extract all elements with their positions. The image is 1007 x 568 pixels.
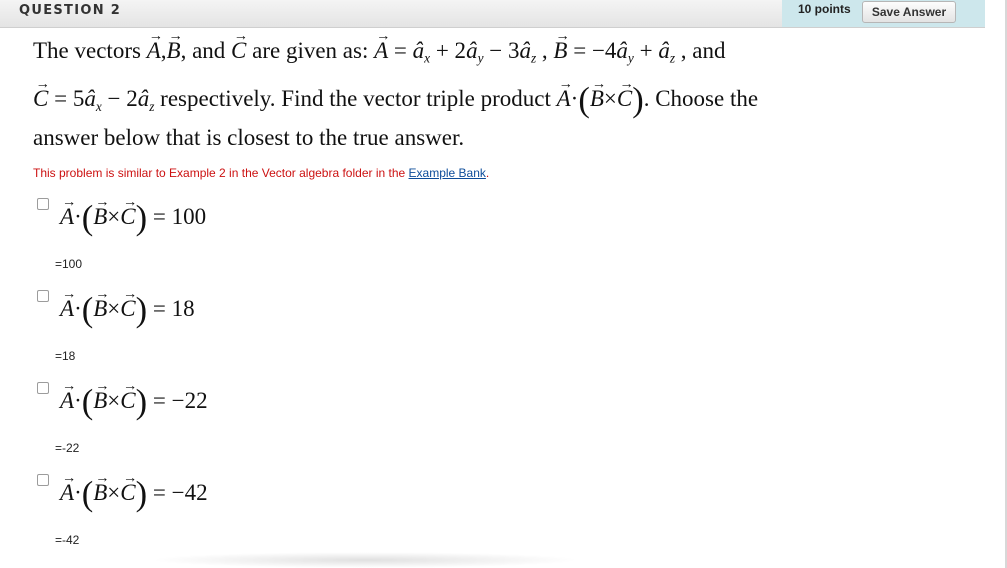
option-expression-4: → A·(→ B×→ C) = −42 [60, 477, 208, 512]
question-text-line-3: answer below that is closest to the true answer. [33, 125, 465, 150]
question-title: QUESTION 2 [19, 3, 122, 18]
option-value-2: =18 [55, 349, 76, 363]
option-value-3: =-22 [55, 441, 80, 455]
option-checkbox-4[interactable] [37, 474, 49, 486]
hint-text: This problem is similar to Example 2 in the Vector algebra folder in the Example Bank. [33, 166, 490, 180]
option-value-1: =100 [55, 257, 83, 271]
option-checkbox-1[interactable] [37, 198, 49, 210]
bottom-shadow [150, 552, 580, 568]
option-checkbox-3[interactable] [37, 382, 49, 394]
option-expression-2: → A·(→ B×→ C) = 18 [60, 293, 195, 328]
option-expression-3: → A·(→ B×→ C) = −22 [60, 385, 208, 420]
option-expression-1: → A·(→ B×→ C) = 100 [60, 201, 206, 236]
option-value-4: =-42 [55, 533, 80, 547]
question-text-line-2: → $C = 5â_x$ − $2â_z$ respectively. Find the vector triple product → A·(→ B×→ C). Choose the [33, 83, 758, 118]
points-label: 10 points [798, 2, 851, 16]
example-bank-link[interactable]: Example Bank [408, 166, 486, 180]
question-text-line-1: The vectors → A,→ B, and → C are given as: → $A = â_x$ + $2â_y$ − $3â_z$ , → $B = -4â_y$ + $â_z$ , and [33, 38, 725, 67]
option-checkbox-2[interactable] [37, 290, 49, 302]
save-answer-button[interactable]: Save Answer [862, 1, 956, 23]
